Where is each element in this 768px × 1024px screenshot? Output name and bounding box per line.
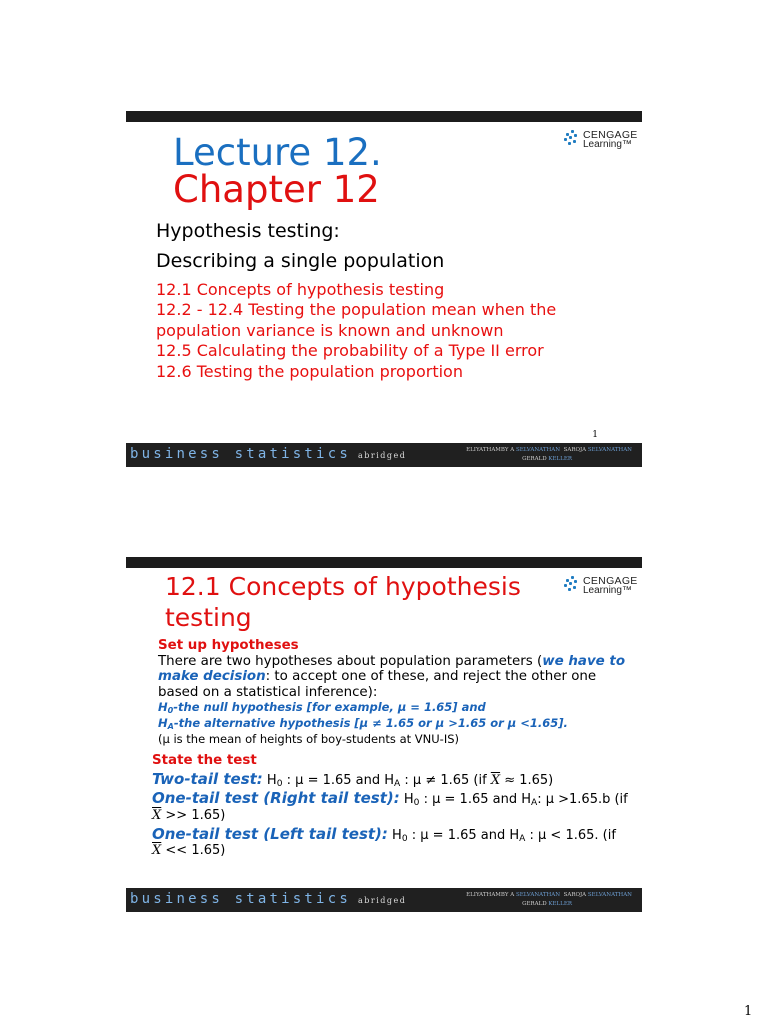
author-name: KELLER xyxy=(548,456,572,462)
logo-name: CENGAGE xyxy=(583,129,638,141)
author-name: GERALD xyxy=(522,456,547,462)
author-name: SELVANATHAN xyxy=(587,892,632,898)
author-name: SELVANATHAN xyxy=(587,447,632,453)
cengage-logo xyxy=(564,128,644,152)
footer-authors xyxy=(466,891,632,909)
subtitle-population: Describing a single population xyxy=(156,250,445,272)
author-name: SELVANATHAN xyxy=(515,892,561,898)
slide-footer xyxy=(126,888,642,912)
slide-footer xyxy=(126,443,642,467)
author-name: SELVANATHAN xyxy=(515,447,561,453)
contents-item: 12.5 Calculating the probability of a Type II error xyxy=(156,341,544,361)
subtitle-hypothesis: Hypothesis testing: xyxy=(156,220,340,242)
null-hypothesis: $H_0$-the null hypothesis [for example, μ = 1.65] and xyxy=(158,700,486,716)
author-name: KELLER xyxy=(548,901,572,907)
footer-brand-sub: abridged xyxy=(358,451,407,460)
contents-list xyxy=(156,280,636,382)
logo-sub: Learning™ xyxy=(583,139,632,150)
footer-brand-sub: abridged xyxy=(358,896,407,905)
slide-page-number: 1 xyxy=(592,430,598,440)
slide-top-bar xyxy=(126,557,642,568)
contents-item: 12.2 - 12.4 Testing the population mean when the population variance is known and unknown xyxy=(156,300,557,340)
two-tail-test: Two-tail test: $H_0$ : μ = 1.65 and $H_A$ : μ ≠ 1.65 (if $\overline{X} \approx 1.65$) xyxy=(152,769,554,789)
author-name: SAROJA xyxy=(563,447,587,453)
author-name: ELIYATHAMBY A xyxy=(466,447,515,453)
logo-sub: Learning™ xyxy=(583,585,632,596)
slide-title: 12.1 Concepts of hypothesis testing xyxy=(165,572,521,632)
lecture-title: Lecture 12. xyxy=(173,131,382,174)
setup-heading: Set up hypotheses xyxy=(158,638,299,653)
contents-item: 12.6 Testing the population proportion xyxy=(156,361,463,381)
intro-emphasis: we have to make decision xyxy=(158,653,626,685)
author-name: GERALD xyxy=(522,901,547,907)
author-name: SAROJA xyxy=(563,892,587,898)
chapter-title: Chapter 12 xyxy=(173,168,380,211)
alternative-hypothesis: $H_A$-the alternative hypothesis [μ ≠ 1.65 or μ >1.65 or μ <1.65]. xyxy=(158,715,568,731)
slide-1 xyxy=(126,111,642,467)
left-tail-test: One-tail test (Left tail test): $H_0$ : μ = 1.65 and $H_A$ : μ < 1.65. (if $\overline{X} << 1.65$) xyxy=(152,824,616,859)
state-heading: State the test xyxy=(152,753,257,769)
author-name: ELIYATHAMBY A xyxy=(466,892,515,898)
right-tail-test: One-tail test (Right tail test): $H_0$ : μ = 1.65 and $H_A$: μ >1.65.b (if $\overline{X} >> 1.65$) xyxy=(152,789,628,823)
slide-2 xyxy=(126,557,642,912)
document-page-number: 1 xyxy=(744,1004,753,1019)
intro-paragraph xyxy=(158,654,628,701)
footer-brand: business statistics xyxy=(130,891,351,907)
footer-brand: business statistics xyxy=(130,446,351,462)
logo-name: CENGAGE xyxy=(583,575,638,587)
contents-item: 12.1 Concepts of hypothesis testing xyxy=(156,280,445,299)
intro-text: There are two hypotheses about population parameters ( xyxy=(158,653,543,669)
cengage-dots-icon xyxy=(564,130,580,146)
intro-text: : to accept one of these, and reject the other one based on a statistical inference): xyxy=(158,669,597,700)
mu-note: (μ is the mean of heights of boy-students at VNU-IS) xyxy=(158,731,460,746)
slide-body xyxy=(152,638,628,859)
footer-authors xyxy=(466,446,632,464)
slide-top-bar xyxy=(126,111,642,122)
